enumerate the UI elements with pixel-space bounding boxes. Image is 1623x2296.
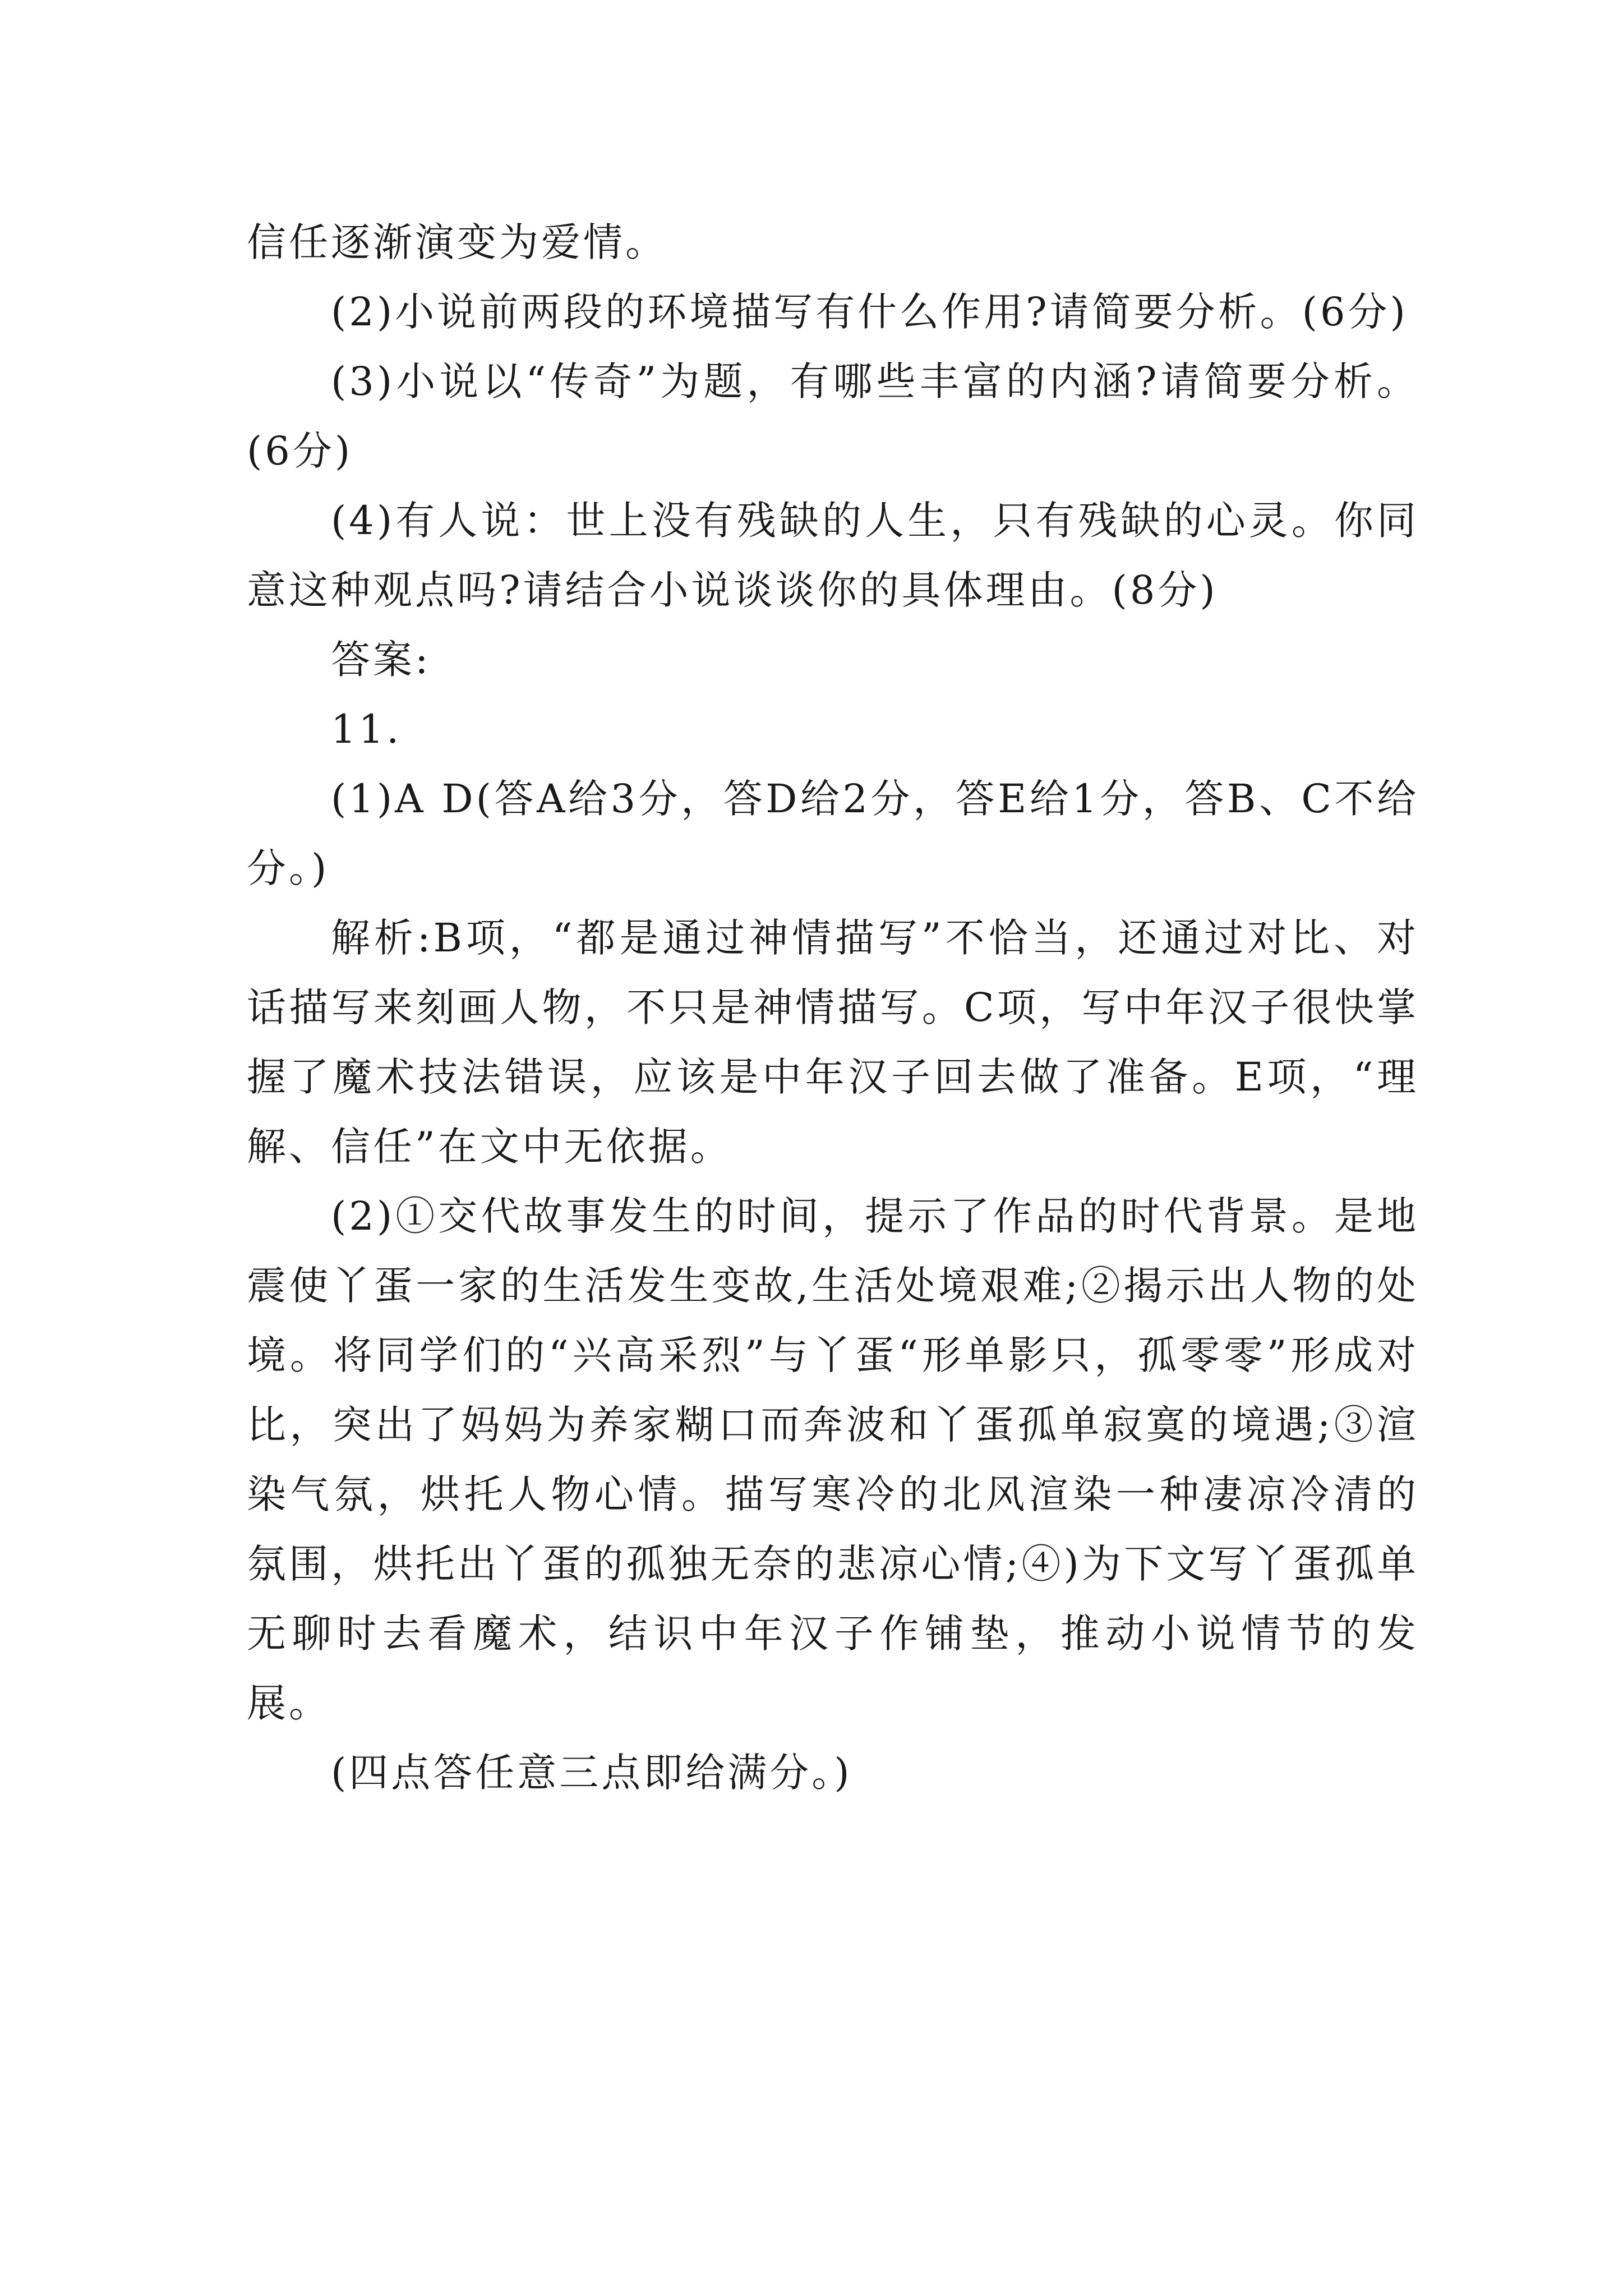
answer-number: 11. (331, 706, 402, 752)
answer-1: (1)A D(答A给3分，答D给2分，答E给1分，答B、C不给分。) (247, 776, 1419, 891)
question-3: (3)小说以“传奇”为题，有哪些丰富的内涵?请简要分析。(6分) (247, 358, 1419, 474)
answer-1-analysis: 解析:B项，“都是通过神情描写”不恰当，还通过对比、对话描写来刻画人物，不只是神情描写。C项，写中年汉子很快掌握了魔术技法错误，应该是中年汉子回去做了准备。E项，“理解、信任”在文中无依据。 (247, 915, 1419, 1170)
question-4: (4)有人说：世上没有残缺的人生，只有残缺的心灵。你同意这种观点吗?请结合小说谈谈你的具体理由。(8分) (247, 498, 1419, 613)
document-body (247, 208, 1419, 1807)
paragraph-continuation: 信任逐渐演变为爱情。 (247, 219, 667, 265)
question-2: (2)小说前两段的环境描写有什么作用?请简要分析。(6分) (331, 289, 1408, 335)
answer-2: (2)①交代故事发生的时间，提示了作品的时代背景。是地震使丫蛋一家的生活发生变故,生活处境艰难;②揭示出人物的处境。将同学们的“兴高采烈”与丫蛋“形单影只，孤零零”形成对比，突出了妈妈为养家糊口而奔波和丫蛋孤单寂寞的境遇;③渲染气氛，烘托人物心情。描写寒冷的北风渲染一种凄凉冷清的氛围，烘托出丫蛋的孤独无奈的悲凉心情;④)为下文写丫蛋孤单无聊时去看魔术，结识中年汉子作铺垫，推动小说情节的发展。 (247, 1193, 1419, 1726)
answer-heading: 答案: (331, 637, 431, 683)
answer-2-note: (四点答任意三点即给满分。) (331, 1750, 852, 1796)
